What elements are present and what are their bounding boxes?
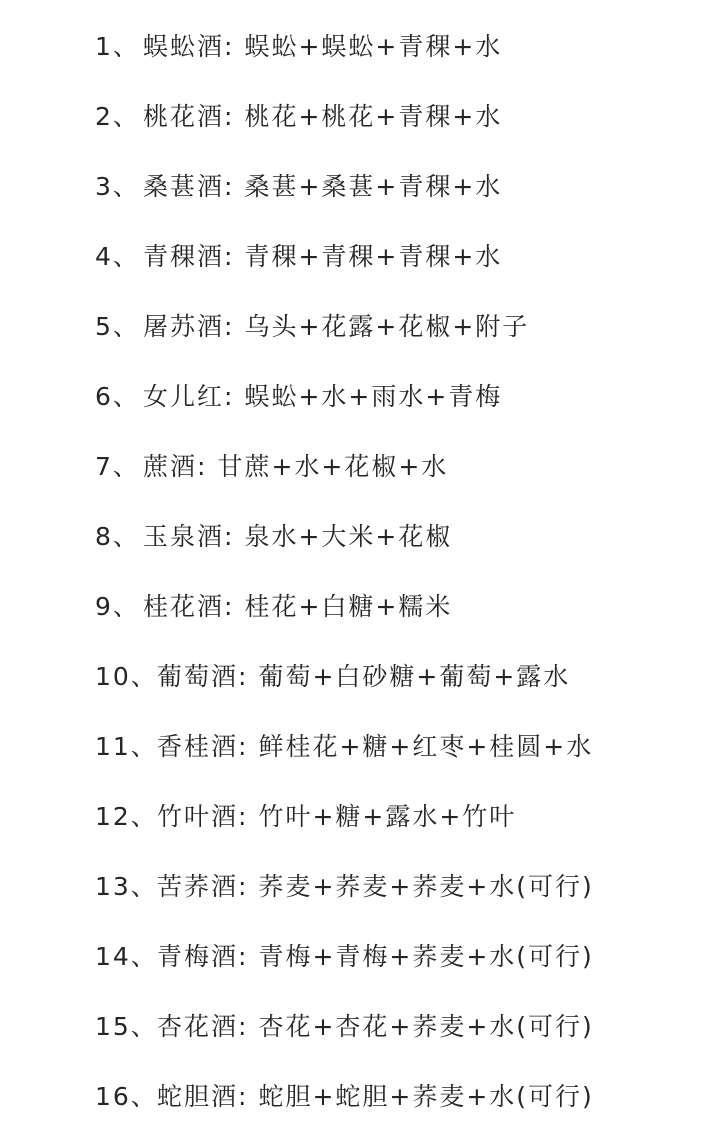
recipe-ingredients: 青梅+青梅+荞麦+水(可行) (258, 942, 594, 971)
recipe-name: 女儿红: (143, 382, 235, 411)
recipe-name: 屠苏酒: (143, 312, 235, 341)
recipe-row (95, 990, 705, 1060)
recipe-number: 13、 (95, 872, 158, 901)
recipe-name: 香桂酒: (157, 732, 249, 761)
recipe-row (95, 710, 705, 780)
recipe-number: 11、 (95, 732, 158, 761)
recipe-name: 蜈蚣酒: (143, 32, 235, 61)
recipe-name: 桃花酒: (143, 102, 235, 131)
recipe-row (95, 640, 705, 710)
recipe-name: 蔗酒: (143, 452, 208, 481)
recipe-list (95, 10, 705, 1130)
recipe-number: 5、 (95, 312, 140, 341)
recipe-row (95, 360, 705, 430)
recipe-row (95, 500, 705, 570)
recipe-row (95, 780, 705, 850)
recipe-number: 15、 (95, 1012, 158, 1041)
recipe-row (95, 80, 705, 150)
recipe-ingredients: 鲜桂花+糖+红枣+桂圆+水 (258, 732, 594, 761)
recipe-row (95, 1060, 705, 1130)
recipe-row (95, 10, 705, 80)
recipe-row (95, 290, 705, 360)
recipe-name: 青梅酒: (157, 942, 249, 971)
recipe-name: 青稞酒: (143, 242, 235, 271)
recipe-name: 苦荞酒: (157, 872, 249, 901)
recipe-ingredients: 乌头+花露+花椒+附子 (244, 312, 530, 341)
recipe-number: 7、 (95, 452, 140, 481)
recipe-name: 玉泉酒: (143, 522, 235, 551)
recipe-ingredients: 甘蔗+水+花椒+水 (217, 452, 449, 481)
recipe-row (95, 570, 705, 640)
recipe-name: 蛇胆酒: (157, 1082, 249, 1111)
recipe-number: 8、 (95, 522, 140, 551)
recipe-name: 桑葚酒: (143, 172, 235, 201)
recipe-row (95, 220, 705, 290)
recipe-ingredients: 青稞+青稞+青稞+水 (244, 242, 503, 271)
recipe-ingredients: 蜈蚣+水+雨水+青梅 (244, 382, 503, 411)
recipe-row (95, 850, 705, 920)
recipe-ingredients: 桑葚+桑葚+青稞+水 (244, 172, 503, 201)
recipe-number: 6、 (95, 382, 140, 411)
recipe-ingredients: 蜈蚣+蜈蚣+青稞+水 (244, 32, 503, 61)
recipe-name: 杏花酒: (157, 1012, 249, 1041)
recipe-number: 9、 (95, 592, 140, 621)
recipe-number: 16、 (95, 1082, 158, 1111)
recipe-number: 2、 (95, 102, 140, 131)
recipe-name: 竹叶酒: (157, 802, 249, 831)
recipe-name: 桂花酒: (143, 592, 235, 621)
recipe-ingredients: 桂花+白糖+糯米 (244, 592, 453, 621)
recipe-number: 12、 (95, 802, 158, 831)
recipe-row (95, 920, 705, 990)
recipe-ingredients: 葡萄+白砂糖+葡萄+露水 (258, 662, 571, 691)
recipe-ingredients: 荞麦+荞麦+荞麦+水(可行) (258, 872, 594, 901)
recipe-number: 14、 (95, 942, 158, 971)
recipe-ingredients: 竹叶+糖+露水+竹叶 (258, 802, 517, 831)
recipe-ingredients: 泉水+大米+花椒 (244, 522, 453, 551)
recipe-number: 10、 (95, 662, 158, 691)
recipe-ingredients: 桃花+桃花+青稞+水 (244, 102, 503, 131)
recipe-number: 1、 (95, 32, 140, 61)
recipe-row (95, 430, 705, 500)
recipe-number: 3、 (95, 172, 140, 201)
recipe-ingredients: 杏花+杏花+荞麦+水(可行) (258, 1012, 594, 1041)
recipe-row (95, 150, 705, 220)
recipe-ingredients: 蛇胆+蛇胆+荞麦+水(可行) (258, 1082, 594, 1111)
recipe-number: 4、 (95, 242, 140, 271)
recipe-name: 葡萄酒: (157, 662, 249, 691)
